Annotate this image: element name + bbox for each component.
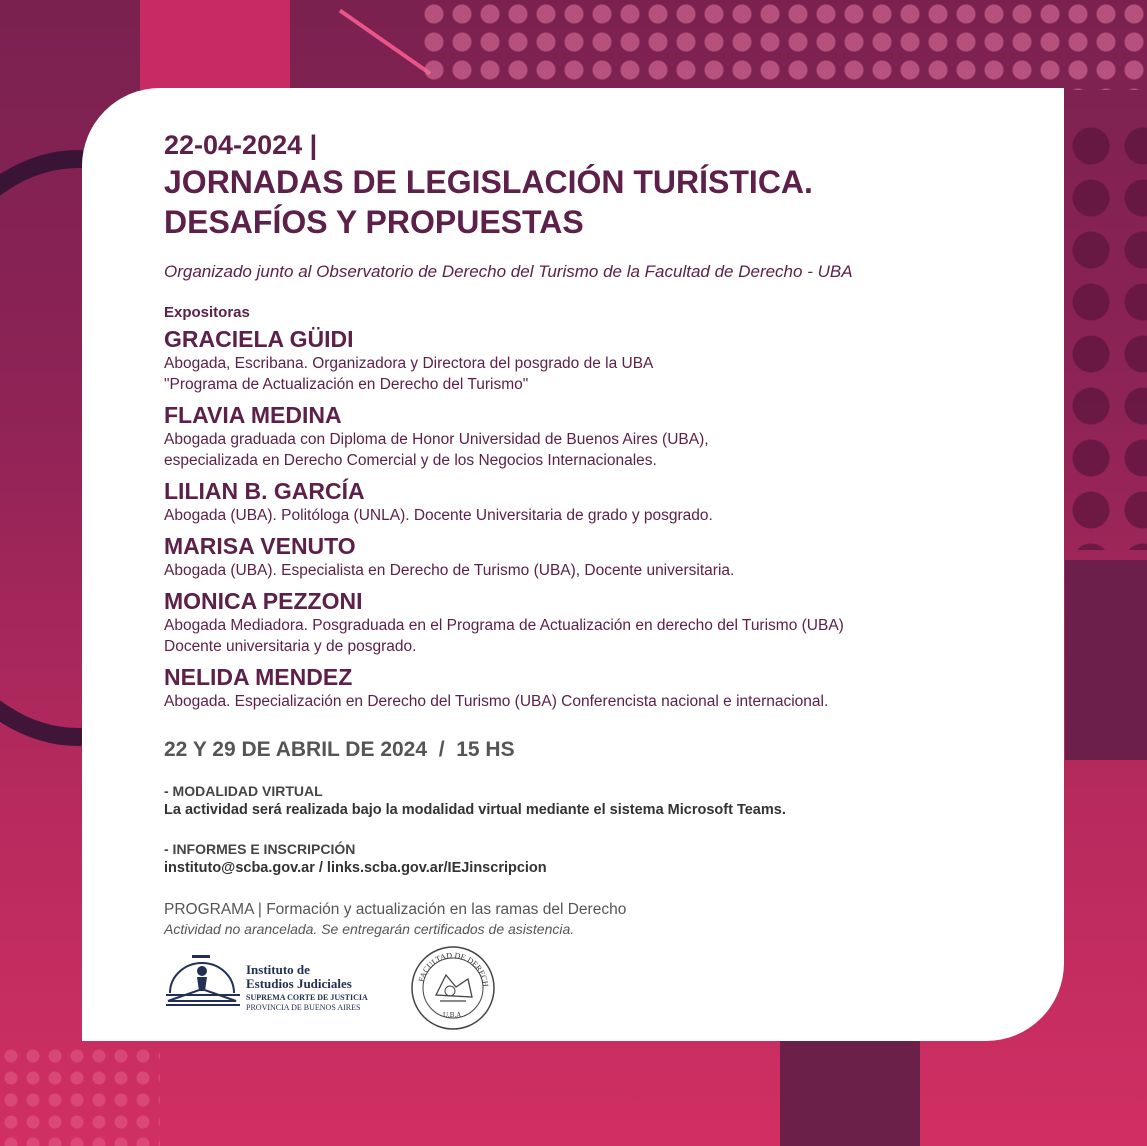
iej-name-line2: Estudios Judiciales (246, 976, 352, 991)
card-content (164, 128, 1024, 939)
speaker-name: GRACIELA GÜIDI (164, 326, 354, 352)
event-card (82, 88, 1064, 1041)
event-subtitle: Organizado junto al Observatorio de Derecho del Turismo de la Facultad de Derecho - UBA (164, 262, 853, 281)
uba-label: U.B.A. (442, 1011, 464, 1019)
speaker-name: FLAVIA MEDINA (164, 402, 342, 428)
bg-dots-pattern-bottom (0, 1045, 160, 1146)
iej-logo-text (246, 963, 368, 1013)
speaker-item (164, 477, 1024, 526)
speaker-description: Abogada graduada con Diploma de Honor Universidad de Buenos Aires (UBA), (164, 431, 709, 448)
speaker-name: MONICA PEZZONI (164, 588, 363, 614)
event-title-line2: DESAFÍOS Y PROPUESTAS (164, 204, 584, 240)
speaker-description: Abogada (UBA). Politóloga (UNLA). Docente Universitaria de grado y posgrado. (164, 507, 713, 524)
speaker-item (164, 401, 1024, 471)
event-title-line1: JORNADAS DE LEGISLACIÓN TURÍSTICA. (164, 164, 813, 200)
speaker-description: Abogada Mediadora. Posgraduada en el Programa de Actualización en derecho del Turismo (UBA) (164, 617, 844, 634)
speaker-item (164, 663, 1024, 712)
bg-block-right (1065, 560, 1147, 760)
programa-note: Actividad no arancelada. Se entregarán certificados de asistencia. (164, 921, 575, 937)
speaker-name: LILIAN B. GARCÍA (164, 478, 365, 504)
iej-name-line1: Instituto de (246, 962, 310, 977)
informes-title: - INFORMES E INSCRIPCIÓN (164, 841, 356, 857)
programa-line: PROGRAMA | Formación y actualización en las ramas del Derecho (164, 901, 627, 918)
speaker-description: "Programa de Actualización en Derecho del Turismo" (164, 376, 529, 393)
speakers-label: Expositoras (164, 304, 250, 321)
courthouse-icon (164, 953, 244, 1009)
bg-dots-pattern-top (420, 0, 1147, 90)
logos-row (164, 945, 584, 1025)
speaker-description: Docente universitaria y de posgrado. (164, 638, 417, 655)
bg-stripe (140, 0, 290, 90)
speaker-name: MARISA VENUTO (164, 533, 356, 559)
svg-text:FACULTAD DE DERECHO: FACULTAD DE DERECH (416, 950, 491, 988)
iej-sub-line1: SUPREMA CORTE DE JUSTICIA (246, 993, 368, 1002)
bg-block-bottom (780, 1040, 920, 1146)
modalidad-text: La actividad será realizada bajo la modalidad virtual mediante el sistema Microsoft Teams. (164, 802, 786, 818)
informes-block (164, 840, 1024, 878)
informes-contact-link[interactable]: instituto@scba.gov.ar / links.scba.gov.ar/IEJinscripcion (164, 860, 547, 876)
modalidad-title: - MODALIDAD VIRTUAL (164, 783, 323, 799)
event-schedule: 22 Y 29 DE ABRIL DE 2024 / 15 HS (164, 738, 515, 761)
iej-logo (164, 953, 384, 1012)
event-date-header: 22-04-2024 | (164, 130, 318, 160)
speaker-description: Abogada, Escribana. Organizadora y Directora del posgrado de la UBA (164, 355, 654, 372)
programa-block (164, 900, 1024, 939)
uba-seal-logo (410, 945, 496, 1031)
speaker-item (164, 587, 1024, 657)
speaker-item (164, 325, 1024, 395)
speaker-description: especializada en Derecho Comercial y de los Negocios Internacionales. (164, 452, 657, 469)
speaker-item (164, 532, 1024, 581)
bg-diagonal-line (339, 9, 431, 75)
speaker-description: Abogada (UBA). Especialista en Derecho de Turismo (UBA), Docente universitaria. (164, 562, 735, 579)
modalidad-block (164, 782, 1024, 820)
speaker-name: NELIDA MENDEZ (164, 664, 353, 690)
iej-sub-line2: PROVINCIA DE BUENOS AIRES (246, 1003, 361, 1012)
bg-dots-pattern-right (1065, 120, 1147, 550)
speaker-description: Abogada. Especialización en Derecho del Turismo (UBA) Conferencista nacional e internacional. (164, 693, 829, 710)
